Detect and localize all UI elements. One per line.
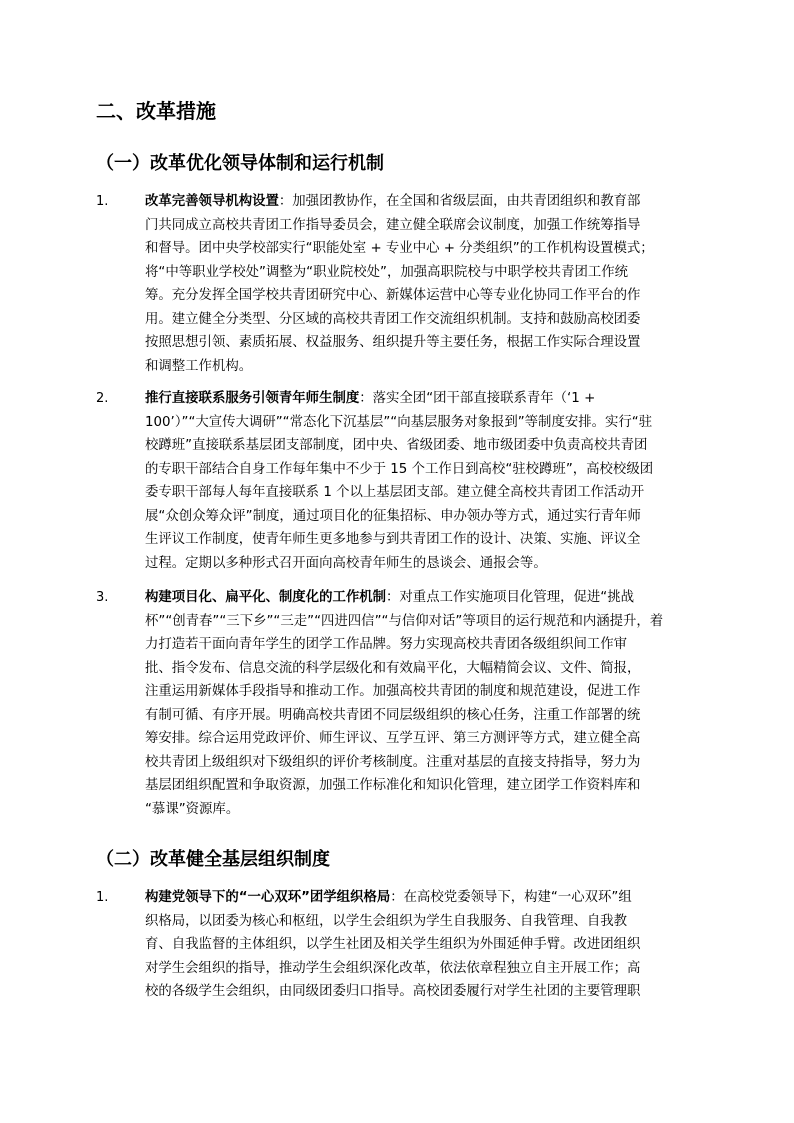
item-line: 的专职干部结合自身工作每年集中不少于 15 个工作日到高校“驻校蹲班”，高校校级团	[145, 461, 654, 477]
item-number: 2.	[96, 391, 109, 406]
item-line: 100’）”“大宣传大调研”“常态化下沉基层”“向基层服务对象报到”等制度安排。实行“驻	[145, 414, 653, 430]
item-lead: 改革完善领导机构设置	[145, 194, 279, 209]
item-line: 门共同成立高校共青团工作指导委员会，建立健全联席会议制度，加强工作统筹指导	[145, 217, 641, 233]
item-line: 批、指令发布、信息交流的科学层级化和有效扁平化，大幅精简会议、文件、简报，	[145, 660, 641, 676]
item-number: 1.	[96, 890, 109, 905]
section-title-grassroots: （二）改革健全基层组织制度	[96, 849, 330, 870]
item-line: 构建项目化、扁平化、制度化的工作机制：对重点工作实施项目化管理，促进“挑战	[145, 590, 634, 605]
item-lead: 构建党领导下的“一心双环”团学组织格局	[145, 890, 391, 905]
item-line: 力打造若干面向青年学生的团学工作品牌。努力实现高校共青团各级组织间工作审	[145, 637, 628, 652]
item-line: 筹。充分发挥全国学校共青团研究中心、新媒体运营中心等专业化协同工作平台的作	[145, 288, 641, 303]
item-line: “慕课”资源库。	[145, 801, 240, 817]
item-line: 推行直接联系服务引领青年师生制度：落实全团“团干部直接联系青年（‘1 +	[145, 391, 596, 406]
item-number: 3.	[96, 590, 109, 605]
item-line: 展“众创众筹众评”制度，通过项目化的征集招标、申办领办等方式，通过实行青年师	[145, 508, 641, 524]
item-line: 织格局，以团委为核心和枢纽，以学生会组织为学生自我服务、自我管理、自我教	[145, 913, 628, 929]
section-title-leadership: （一）改革优化领导体制和运行机制	[96, 153, 384, 174]
item-line: 校共青团上级组织对下级组织的评价考核制度。注重对基层的直接支持指导，努力为	[145, 754, 641, 770]
item-body	[145, 190, 700, 378]
item-line: 和督导。团中央学校部实行“职能处室 + 专业中心 + 分类组织”的工作机构设置模式；	[145, 241, 654, 256]
item-line: 基层团组织配置和争取资源，加强工作标准化和知识化管理，建立团学工作资料库和	[145, 778, 641, 793]
item-line: 校的各级学生会组织，由同级团委归口指导。高校团委履行对学生社团的主要管理职	[145, 984, 641, 999]
item-body	[145, 586, 700, 821]
item-line: 注重运用新媒体手段指导和推动工作。加强高校共青团的制度和规范建设，促进工作	[145, 684, 641, 699]
item-line: 构建党领导下的“一心双环”团学组织格局：在高校党委领导下，构建“一心双环”组	[145, 890, 632, 905]
item-line: 育、自我监督的主体组织，以学生社团及相关学生组织为外围延伸手臂。改进团组织	[145, 937, 641, 952]
item-line: 生评议工作制度，使青年师生更多地参与到共青团工作的设计、决策、实施、评议全	[145, 532, 641, 547]
item-number: 1.	[96, 194, 109, 209]
item-lead: 构建项目化、扁平化、制度化的工作机制	[145, 590, 387, 605]
item-line: 委专职干部每人每年直接联系 1 个以上基层团支部。建立健全高校共青团工作活动开	[145, 485, 645, 500]
item-line: 和调整工作机构。	[145, 358, 253, 374]
item-line: 改革完善领导机构设置：加强团教协作，在全国和省级层面，由共青团组织和教育部	[145, 194, 641, 209]
item-body	[145, 886, 700, 1004]
item-lead: 推行直接联系服务引领青年师生制度	[145, 391, 360, 406]
item-line: 将“中等职业学校处”调整为“职业院校处”，加强高职院校与中职学校共青团工作统	[145, 264, 629, 280]
heading-reform-measures: 二、改革措施	[96, 99, 216, 123]
item-line: 校蹲班”直接联系基层团支部制度，团中央、省级团委、地市级团委中负责高校共青团	[145, 438, 648, 453]
item-line: 杯”“创青春”“三下乡”“三走”“四进四信”“与信仰对话”等项目的运行规范和内涵提升，着	[145, 613, 664, 629]
item-line: 过程。定期以多种形式召开面向高校青年师生的恳谈会、通报会等。	[145, 555, 547, 571]
item-line: 对学生会组织的指导，推动学生会组织深化改革，依法依章程独立自主开展工作；高	[145, 960, 641, 976]
item-line: 用。建立健全分类型、分区域的高校共青团工作交流组织机制。支持和鼓励高校团委	[145, 311, 641, 327]
item-line: 筹安排。综合运用党政评价、师生评议、互学互评、第三方测评等方式，建立健全高	[145, 731, 641, 746]
item-line: 按照思想引领、素质拓展、权益服务、组织提升等主要任务，根据工作实际合理设置	[145, 335, 641, 350]
item-body	[145, 387, 700, 575]
item-line: 有制可循、有序开展。明确高校共青团不同层级组织的核心任务，注重工作部署的统	[145, 707, 641, 723]
